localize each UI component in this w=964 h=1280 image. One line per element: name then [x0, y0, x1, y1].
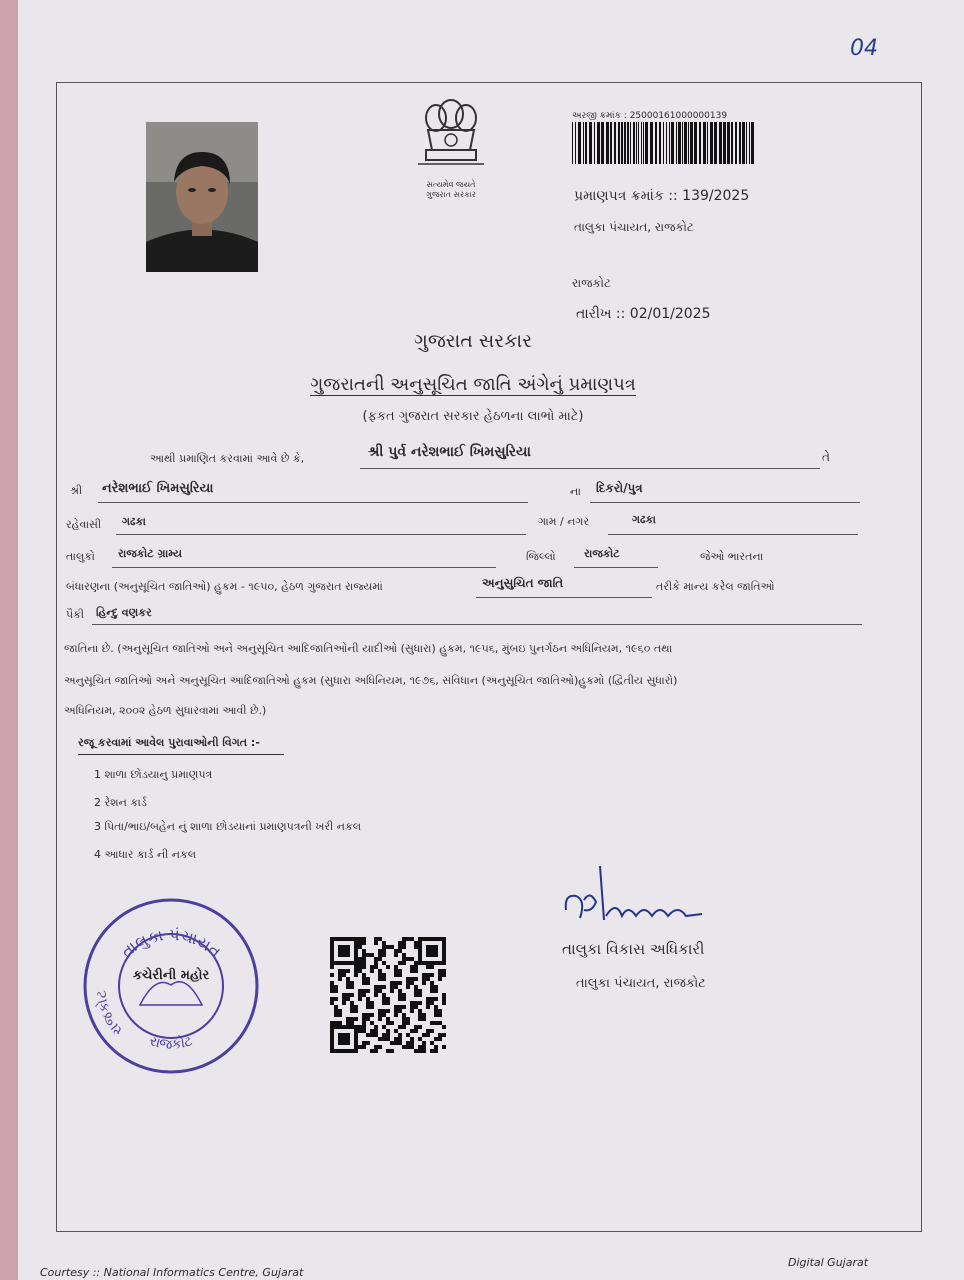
barcode-label: અરજી ક્રમાંક : 25000161000000139 [572, 111, 728, 121]
emblem-caption-1: સત્યમેવ જયતે [426, 180, 476, 189]
category-value: અનુસુચિત જાતિ [482, 576, 564, 590]
evidence-item: 1 શાળા છોડયાનુ પ્રમાણપત્ર [94, 768, 213, 781]
district-value: રાજકોટ [584, 547, 620, 560]
district-label: જિલ્લો [526, 550, 556, 563]
relation-line [590, 502, 860, 503]
evidence-item: 3 પિતા/ભાઇ/બહેન નું શાળા છોડયાનાં પ્રમાણપત્રની ખરી નકલ [94, 820, 362, 833]
resident-value: ગઢકા [122, 515, 146, 528]
signature [556, 860, 716, 940]
resident-label: રહેવાસી [66, 518, 102, 531]
issuing-office: તાલુકા પંચાયત, રાજકોટ [574, 220, 694, 234]
village-value: ગઢકા [632, 513, 656, 526]
svg-text:તાલુકા પંચાયત [117, 925, 225, 961]
taluka-line [112, 567, 496, 568]
caste-value: હિન્દુ વણકર [96, 606, 152, 619]
office-seal [80, 895, 262, 1077]
taluka-value: રાજકોટ ગ્રામ્ય [118, 547, 182, 560]
issue-date: તારીખ :: 02/01/2025 [576, 306, 711, 322]
emblem-caption-2: ગુજરાત સરકાર [426, 190, 476, 199]
seal-left-text: રાજકોટ [93, 989, 127, 1039]
footer-brand: Digital Gujarat [788, 1256, 869, 1269]
te-text: તે [822, 450, 830, 464]
certificate-number: પ્રમાણપત્ર ક્રમાંક :: 139/2025 [574, 188, 750, 204]
paragraph-line-2: અનુસૂચિત જાતિઓ અને અનુસૂચિત આદિજાતિઓ હુકમ (સુધારા અધિનિયમ, ૧૯૭૬, સંવિધાન (અનુસૂચિત જાતિઓ)હુકમો (દ્વિતીય સુધારો) [64, 674, 678, 687]
resident-line [116, 534, 526, 535]
issue-place: રાજકોટ [572, 276, 611, 290]
barcode [572, 122, 756, 164]
jeo-bharatna-text: જેઓ ભારતના [700, 550, 764, 563]
evidence-item: 2 રેશન કાર્ડ [94, 796, 147, 809]
intro-text: આથી પ્રમાણિત કરવામાં આવે છે કે, [150, 452, 305, 465]
district-line [574, 567, 658, 568]
applicant-name-line [360, 468, 820, 469]
signatory-title: તાલુકા વિકાસ અધિકારી [562, 940, 705, 958]
village-line [608, 534, 858, 535]
applicant-name: શ્રી પુર્વ નરેશભાઈ ખિમસુરિયા [368, 444, 531, 460]
seal-bottom-text: રાજકોટ [147, 1033, 195, 1053]
relation-value: દિકરો/પુત્ર [596, 481, 643, 495]
na-text: ના [570, 485, 581, 498]
paragraph-line-3: અધિનિયમ, ૨૦૦૨ હેઠળ સુધારવામાં આવી છે.) [64, 704, 267, 717]
evidence-heading: રજૂ કરવામાં આવેલ પુરાવાઓની વિગત :- [78, 736, 284, 755]
evidence-item: 4 આધાર કાર્ડ ની નકલ [94, 848, 197, 861]
government-title: ગુજરાત સરકાર [413, 330, 533, 352]
seal-center-text: કચેરીની મહોર [132, 968, 210, 983]
handwritten-page-number: 04 [850, 36, 878, 61]
footer-courtesy: Courtesy :: National Informatics Centre, Gujarat [40, 1266, 304, 1279]
signatory-office: તાલુકા પંચાયત, રાજકોટ [576, 976, 706, 991]
applicant-photo [146, 122, 258, 272]
svg-text:રાજકોટ [148, 1033, 195, 1053]
caste-line [92, 624, 862, 625]
seal-top-text: તાલુકા પંચાયત [117, 924, 225, 962]
shri-label: શ્રી [70, 484, 83, 497]
taluka-label: તાલુકો [66, 550, 95, 563]
paragraph-line-1: જાતિના છે. (અનુસૂચિત જાતિઓ અને અનુસૂચિત આદિજાતિઓની યાદીઓ (સુધારા) હુકમ, ૧૯૫૬, મુંબઇ પુનર્ગઠન અધિનિયમ, ૧૯૬૦ તથા [64, 642, 673, 655]
qr-code [330, 937, 446, 1053]
father-name: નરેશભાઈ ખિમસુરિયા [102, 481, 214, 496]
village-label: ગામ / નગર [538, 515, 590, 528]
father-name-line [98, 502, 528, 503]
recognized-text: તરીકે માન્ય કરેલ જાતિઓ [656, 580, 775, 593]
peti-label: પૈકી [66, 608, 85, 621]
national-emblem [408, 90, 494, 202]
category-line [476, 597, 652, 598]
certificate-title-text: ગુજરાતની અનુસૂચિત જાતિ અંગેનું પ્રમાણપત્ર [310, 374, 636, 395]
certificate-title [0, 374, 946, 395]
order-text: બંધારણના (અનુસૂચિત જાતિઓ) હુકમ - ૧૯૫૦, હેઠળ ગુજરાત રાજ્યમાં [66, 580, 383, 593]
certificate-subtitle: (ફકત ગુજરાત સરકાર હેઠળના લાભો માટે) [362, 409, 584, 424]
